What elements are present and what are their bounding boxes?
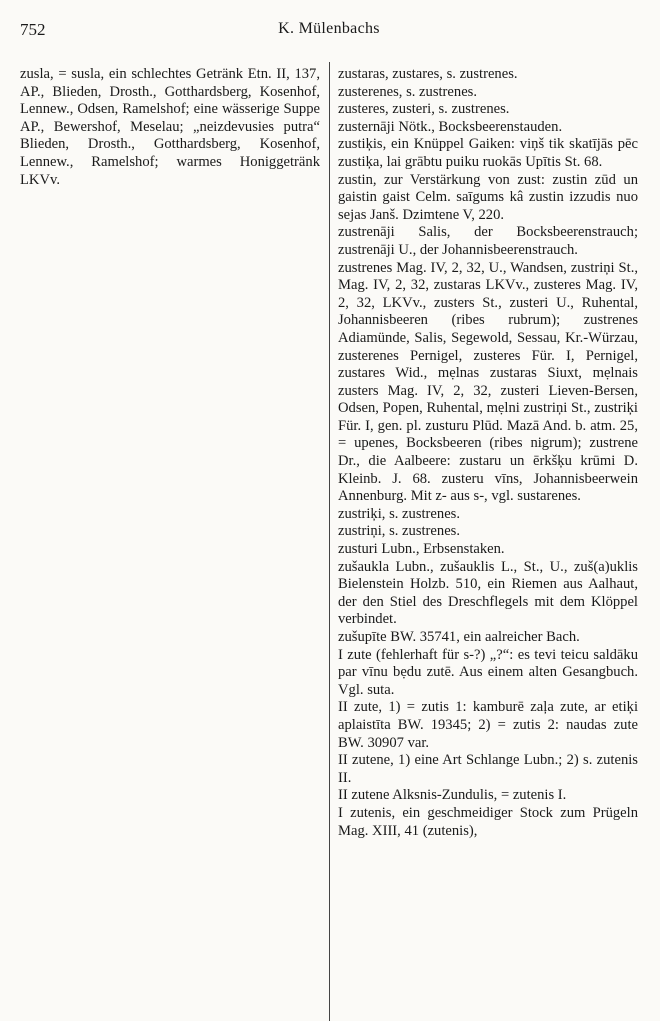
dictionary-entry: II zute, 1) = zutis 1: kamburē zaļa zute, ar etiķi aplaistīta BW. 19345; 2) = zutis 2: naudas zute BW. 30907 var. <box>338 699 638 751</box>
dictionary-entry: zustrenāji Salis, der Bocksbeerenstrauch; zustrenāji U., der Johannisbeerenstrauch. <box>338 224 638 258</box>
page-number: 752 <box>20 20 46 39</box>
dictionary-entry: zustriķi, s. zustrenes. <box>338 505 460 522</box>
dictionary-entry: zustrenes Mag. IV, 2, 32, U., Wandsen, zustriņi St., Mag. IV, 2, 32, zustaras LKVv., zusteres Mag. IV, 2, 32, LKVv., zusters St., zusteri U., Ruhental, Johannisbeeren (ribes rubrum); zustrenes Adiamünde, Salis, Segewold, Sessau, Kr.-Würzau, zusterenes Pernigel, zusteres Für. I, Pernigel, zustares Wid., mẹlnas zustaras Siuxt, mẹlnais zusters Mag. IV, 2, 32, zusteri Lieven-Bersen, Odsen, Popen, Ruhental, mẹlni zustriņi St., zustriķi Für. I, gen. pl. zusturu Plūd. Mazā And. b. atm. 25, = upenes, Bocksbeeren (ribes nigrum); zustrene Dr., die Aalbeere: zustaru un ērkšķu krūmi D. Kleinb. J. 68. zusteru vīns, Johannisbeerwein Annenburg. Mit z- aus s-, vgl. sustarenes. <box>338 259 638 505</box>
dictionary-entry: zušaukla Lubn., zušauklis L., St., U., zuš(a)uklis Bielenstein Holzb. 510, ein Riemen aus Aalhaut, der den Stiel des Dreschflegels mit dem Klöppel verbindet. <box>338 558 638 628</box>
running-head: K. Mülenbachs <box>278 20 380 37</box>
dictionary-entry: II zutene, 1) eine Art Schlange Lubn.; 2) s. zutenis II. <box>338 752 638 786</box>
left-column <box>20 66 320 1021</box>
dictionary-entry: zustiķis, ein Knüppel Gaiken: viņš tik skatījās pēc zustiķa, lai grābtu puiku ruokās Upītis St. 68. <box>338 136 638 170</box>
dictionary-entry: zusteres, zusteri, s. zustrenes. <box>338 101 510 118</box>
dictionary-entry: zušupīte BW. 35741, ein aalreicher Bach. <box>338 629 580 645</box>
dictionary-entry: zustin, zur Verstärkung von zust: zustin zūd un gaistin gaist Celm. saīgums kâ zustin izzudis nuo sejas Janš. Dzimtene V, 220. <box>338 171 638 223</box>
dictionary-entry: zusterenes, s. zustrenes. <box>338 83 477 100</box>
dictionary-entry: zustriņi, s. zustrenes. <box>338 523 460 540</box>
column-divider <box>329 62 330 1021</box>
dictionary-entry: I zutenis, ein geschmeidiger Stock zum Prügeln Mag. XIII, 41 (zutenis), <box>338 804 638 839</box>
two-column-body <box>20 66 638 1021</box>
dictionary-entry: zustaras, zustares, s. zustrenes. <box>338 66 518 82</box>
dictionary-entry: zusla, = susla, ein schlechtes Getränk Etn. II, 137, AP., Blieden, Drosth., Gotthardsberg, Kosenhof, Lennew., Odsen, Ramelshof; eine wässerige Suppe AP., Bewershof, Meselau; „neizdevusies putra“ Blieden, Drosth., Gotthardsberg, Kosenhof, Lennew., Ramelshof; warmes Honiggetränk LKVv. <box>20 66 320 188</box>
dictionary-entry: I zute (fehlerhaft für s-?) „?“: es tevi teicu saldāku par vīnu bẹdu zutē. Aus einem alten Gesangbuch. Vgl. suta. <box>338 646 638 698</box>
page-header <box>20 14 638 44</box>
dictionary-entry: zusturi Lubn., Erbsenstaken. <box>338 541 505 558</box>
dictionary-entry: II zutene Alksnis-Zundulis, = zutenis I. <box>338 787 567 804</box>
dictionary-entry: zusternāji Nötk., Bocksbeerenstauden. <box>338 118 563 135</box>
right-column <box>338 66 638 1021</box>
